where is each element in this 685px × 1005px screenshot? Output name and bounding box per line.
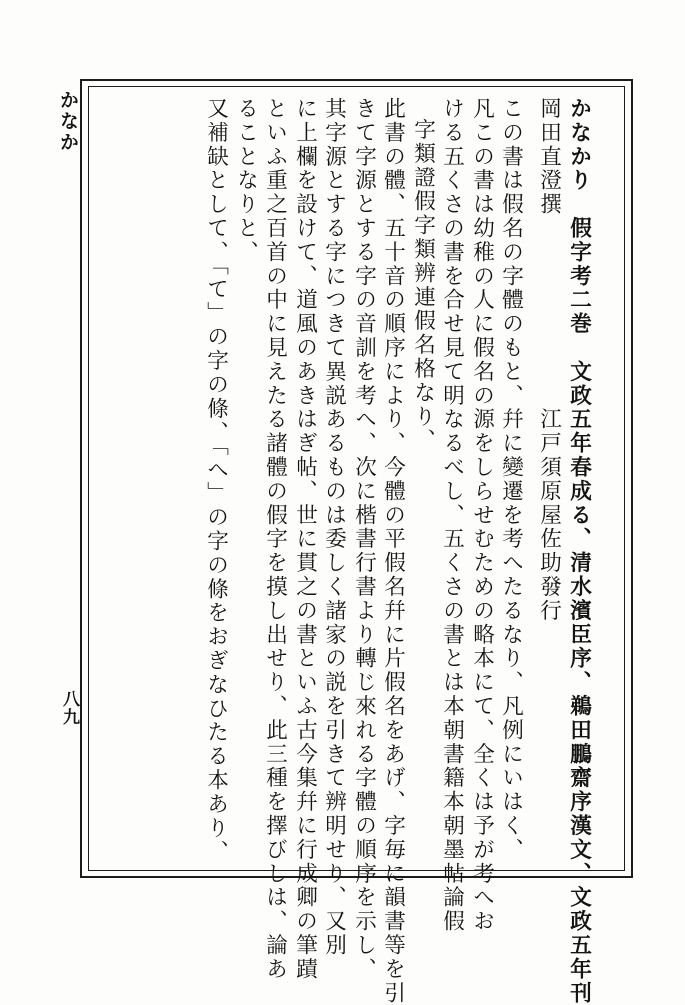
body-column: ることなりと、 bbox=[233, 97, 259, 265]
body-column: 又補缺として、「て」の字の條、「へ」の字の條をおぎなひたる本あり、 bbox=[203, 97, 229, 865]
page-number: 八九 bbox=[59, 690, 79, 726]
body-column: この書は假名の字體のもと、幷に變遷を考へたるなり、凡例にいはく、 bbox=[498, 97, 524, 862]
author-publisher-line: 岡田直澄撰 江戸須原屋佐助發行 bbox=[536, 97, 562, 623]
body-column: 凡この書は幼稚の人に假名の源をしらせむための略本にて、全くは予が考へお bbox=[469, 97, 495, 934]
body-column: 字類證假字類辨連假名格なり、 bbox=[410, 118, 436, 453]
body-column: といふ重之百首の中に見えたる諸體の假字を摸し出せり、此三種を擇びしは、論あ bbox=[262, 97, 288, 982]
body-column: ける五くさの書を合せ見て明なるべし、五くさの書とは本朝書籍本朝墨帖論假 bbox=[439, 97, 465, 934]
running-head: かなか bbox=[57, 90, 79, 153]
body-column: に上欄を設けて、道風のあきはぎ帖、世に貫之の書といふ古今集幷に行成卿の筆蹟 bbox=[292, 97, 318, 982]
body-column: 其字源とする字につきて異説あるものは委しく諸家の説を引きて辨明せり、又別 bbox=[321, 97, 347, 958]
body-column: きて字源とする字の音訓を考へ、次に楷書行書より轉じ來れる字體の順序を示し、 bbox=[351, 97, 377, 982]
entry-heading: かなかり 假字考二巻 文政五年春成る、清水濱臣序、鵜田鵬齋序漢文、文政五年刊 bbox=[566, 97, 592, 1005]
body-column: 此書の體、五十音の順序により、今體の平假名幷に片假名をあげ、字毎に韻書等を引 bbox=[380, 97, 406, 1005]
